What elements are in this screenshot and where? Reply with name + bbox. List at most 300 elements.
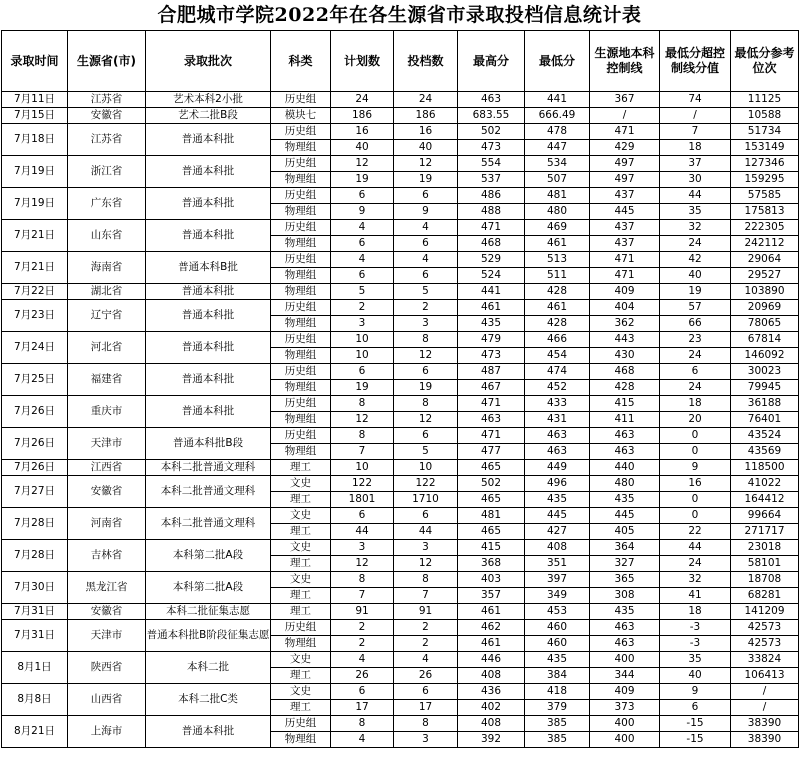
- min-score-cell: 461: [525, 300, 590, 316]
- control-line-cell: 471: [590, 124, 660, 140]
- subject-cell: 文史: [271, 508, 331, 524]
- filed-count-cell: 2: [394, 620, 458, 636]
- rank-cell: 43569: [731, 444, 799, 460]
- min-score-cell: 478: [525, 124, 590, 140]
- control-line-cell: 411: [590, 412, 660, 428]
- min-score-cell: 379: [525, 700, 590, 716]
- max-score-cell: 554: [458, 156, 525, 172]
- filed-count-cell: 12: [394, 412, 458, 428]
- column-header: 最低分参考位次: [731, 31, 799, 92]
- rank-cell: 79945: [731, 380, 799, 396]
- over-line-cell: /: [660, 108, 731, 124]
- table-row: [2, 476, 799, 492]
- control-line-cell: 404: [590, 300, 660, 316]
- rank-cell: 127346: [731, 156, 799, 172]
- min-score-cell: 461: [525, 236, 590, 252]
- plan-count-cell: 8: [331, 572, 394, 588]
- over-line-cell: 22: [660, 524, 731, 540]
- plan-count-cell: 2: [331, 620, 394, 636]
- subject-cell: 物理组: [271, 284, 331, 300]
- control-line-cell: 435: [590, 492, 660, 508]
- min-score-cell: 511: [525, 268, 590, 284]
- min-score-cell: 385: [525, 732, 590, 748]
- plan-count-cell: 186: [331, 108, 394, 124]
- max-score-cell: 683.55: [458, 108, 525, 124]
- rank-cell: 58101: [731, 556, 799, 572]
- subject-cell: 理工: [271, 588, 331, 604]
- rank-cell: 42573: [731, 636, 799, 652]
- max-score-cell: 446: [458, 652, 525, 668]
- plan-count-cell: 1801: [331, 492, 394, 508]
- batch-cell: 本科二批C类: [146, 684, 271, 716]
- control-line-cell: 480: [590, 476, 660, 492]
- province-cell: 辽宁省: [68, 300, 146, 332]
- date-cell: 7月28日: [2, 508, 68, 540]
- over-line-cell: 6: [660, 700, 731, 716]
- batch-cell: 普通本科批: [146, 364, 271, 396]
- filed-count-cell: 16: [394, 124, 458, 140]
- plan-count-cell: 10: [331, 460, 394, 476]
- subject-cell: 历史组: [271, 188, 331, 204]
- min-score-cell: 431: [525, 412, 590, 428]
- date-cell: 7月19日: [2, 156, 68, 188]
- rank-cell: 76401: [731, 412, 799, 428]
- min-score-cell: 481: [525, 188, 590, 204]
- over-line-cell: 37: [660, 156, 731, 172]
- control-line-cell: 415: [590, 396, 660, 412]
- over-line-cell: 6: [660, 364, 731, 380]
- control-line-cell: 497: [590, 172, 660, 188]
- control-line-cell: 497: [590, 156, 660, 172]
- control-line-cell: 365: [590, 572, 660, 588]
- batch-cell: 普通本科批: [146, 220, 271, 252]
- control-line-cell: 400: [590, 732, 660, 748]
- max-score-cell: 524: [458, 268, 525, 284]
- rank-cell: 38390: [731, 732, 799, 748]
- filed-count-cell: 19: [394, 380, 458, 396]
- plan-count-cell: 19: [331, 172, 394, 188]
- province-cell: 江苏省: [68, 124, 146, 156]
- over-line-cell: 0: [660, 508, 731, 524]
- plan-count-cell: 6: [331, 236, 394, 252]
- plan-count-cell: 16: [331, 124, 394, 140]
- batch-cell: 本科第二批A段: [146, 572, 271, 604]
- over-line-cell: 35: [660, 204, 731, 220]
- subject-cell: 历史组: [271, 620, 331, 636]
- filed-count-cell: 4: [394, 252, 458, 268]
- control-line-cell: 468: [590, 364, 660, 380]
- subject-cell: 历史组: [271, 252, 331, 268]
- date-cell: 7月15日: [2, 108, 68, 124]
- table-body: [2, 92, 799, 748]
- table-row: [2, 108, 799, 124]
- filed-count-cell: 40: [394, 140, 458, 156]
- control-line-cell: 437: [590, 220, 660, 236]
- max-score-cell: 481: [458, 508, 525, 524]
- batch-cell: 普通本科B批: [146, 252, 271, 284]
- subject-cell: 理工: [271, 524, 331, 540]
- plan-count-cell: 12: [331, 156, 394, 172]
- subject-cell: 物理组: [271, 412, 331, 428]
- min-score-cell: 474: [525, 364, 590, 380]
- column-header: 生源地本科控制线: [590, 31, 660, 92]
- over-line-cell: 9: [660, 684, 731, 700]
- control-line-cell: 440: [590, 460, 660, 476]
- rank-cell: 103890: [731, 284, 799, 300]
- over-line-cell: 20: [660, 412, 731, 428]
- plan-count-cell: 7: [331, 444, 394, 460]
- over-line-cell: 19: [660, 284, 731, 300]
- batch-cell: 普通本科批: [146, 716, 271, 748]
- max-score-cell: 465: [458, 524, 525, 540]
- province-cell: 山西省: [68, 684, 146, 716]
- date-cell: 7月30日: [2, 572, 68, 604]
- subject-cell: 物理组: [271, 140, 331, 156]
- column-header: 最低分: [525, 31, 590, 92]
- plan-count-cell: 7: [331, 588, 394, 604]
- rank-cell: 164412: [731, 492, 799, 508]
- province-cell: 上海市: [68, 716, 146, 748]
- table-row: [2, 508, 799, 524]
- table-row: [2, 332, 799, 348]
- min-score-cell: 408: [525, 540, 590, 556]
- rank-cell: /: [731, 700, 799, 716]
- rank-cell: 271717: [731, 524, 799, 540]
- date-cell: 8月1日: [2, 652, 68, 684]
- date-cell: 7月24日: [2, 332, 68, 364]
- over-line-cell: 42: [660, 252, 731, 268]
- control-line-cell: 445: [590, 508, 660, 524]
- date-cell: 7月28日: [2, 540, 68, 572]
- filed-count-cell: 3: [394, 540, 458, 556]
- date-cell: 7月26日: [2, 428, 68, 460]
- filed-count-cell: 6: [394, 428, 458, 444]
- min-score-cell: 433: [525, 396, 590, 412]
- filed-count-cell: 12: [394, 556, 458, 572]
- min-score-cell: 496: [525, 476, 590, 492]
- max-score-cell: 463: [458, 92, 525, 108]
- max-score-cell: 502: [458, 124, 525, 140]
- max-score-cell: 408: [458, 716, 525, 732]
- subject-cell: 文史: [271, 476, 331, 492]
- plan-count-cell: 4: [331, 732, 394, 748]
- filed-count-cell: 91: [394, 604, 458, 620]
- province-cell: 湖北省: [68, 284, 146, 300]
- max-score-cell: 488: [458, 204, 525, 220]
- filed-count-cell: 2: [394, 300, 458, 316]
- batch-cell: 本科二批普通文理科: [146, 508, 271, 540]
- column-header: 最低分超控制线分值: [660, 31, 731, 92]
- min-score-cell: 427: [525, 524, 590, 540]
- filed-count-cell: 8: [394, 332, 458, 348]
- over-line-cell: 44: [660, 188, 731, 204]
- over-line-cell: 24: [660, 380, 731, 396]
- rank-cell: 118500: [731, 460, 799, 476]
- max-score-cell: 529: [458, 252, 525, 268]
- control-line-cell: 428: [590, 380, 660, 396]
- max-score-cell: 471: [458, 396, 525, 412]
- subject-cell: 物理组: [271, 172, 331, 188]
- subject-cell: 文史: [271, 540, 331, 556]
- min-score-cell: 435: [525, 492, 590, 508]
- batch-cell: 普通本科批: [146, 300, 271, 332]
- plan-count-cell: 6: [331, 684, 394, 700]
- filed-count-cell: 4: [394, 220, 458, 236]
- filed-count-cell: 9: [394, 204, 458, 220]
- date-cell: 7月11日: [2, 92, 68, 108]
- rank-cell: 11125: [731, 92, 799, 108]
- control-line-cell: /: [590, 108, 660, 124]
- over-line-cell: 24: [660, 236, 731, 252]
- min-score-cell: 469: [525, 220, 590, 236]
- filed-count-cell: 4: [394, 652, 458, 668]
- subject-cell: 模块七: [271, 108, 331, 124]
- rank-cell: 38390: [731, 716, 799, 732]
- over-line-cell: 66: [660, 316, 731, 332]
- table-row: [2, 364, 799, 380]
- plan-count-cell: 6: [331, 364, 394, 380]
- control-line-cell: 471: [590, 252, 660, 268]
- batch-cell: 艺术本科2小批: [146, 92, 271, 108]
- control-line-cell: 409: [590, 284, 660, 300]
- filed-count-cell: 186: [394, 108, 458, 124]
- date-cell: 8月8日: [2, 684, 68, 716]
- rank-cell: 222305: [731, 220, 799, 236]
- filed-count-cell: 6: [394, 684, 458, 700]
- min-score-cell: 463: [525, 428, 590, 444]
- control-line-cell: 367: [590, 92, 660, 108]
- date-cell: 7月19日: [2, 188, 68, 220]
- plan-count-cell: 122: [331, 476, 394, 492]
- max-score-cell: 537: [458, 172, 525, 188]
- over-line-cell: 18: [660, 140, 731, 156]
- subject-cell: 历史组: [271, 220, 331, 236]
- plan-count-cell: 8: [331, 396, 394, 412]
- table-row: [2, 188, 799, 204]
- rank-cell: 68281: [731, 588, 799, 604]
- plan-count-cell: 26: [331, 668, 394, 684]
- plan-count-cell: 40: [331, 140, 394, 156]
- min-score-cell: 466: [525, 332, 590, 348]
- min-score-cell: 452: [525, 380, 590, 396]
- over-line-cell: 18: [660, 396, 731, 412]
- over-line-cell: 0: [660, 492, 731, 508]
- filed-count-cell: 6: [394, 508, 458, 524]
- plan-count-cell: 12: [331, 412, 394, 428]
- min-score-cell: 666.49: [525, 108, 590, 124]
- min-score-cell: 384: [525, 668, 590, 684]
- table-row: [2, 284, 799, 300]
- over-line-cell: 9: [660, 460, 731, 476]
- over-line-cell: -3: [660, 620, 731, 636]
- over-line-cell: 24: [660, 556, 731, 572]
- filed-count-cell: 26: [394, 668, 458, 684]
- province-cell: 黑龙江省: [68, 572, 146, 604]
- filed-count-cell: 3: [394, 316, 458, 332]
- max-score-cell: 392: [458, 732, 525, 748]
- max-score-cell: 473: [458, 348, 525, 364]
- max-score-cell: 465: [458, 460, 525, 476]
- max-score-cell: 479: [458, 332, 525, 348]
- over-line-cell: 40: [660, 668, 731, 684]
- min-score-cell: 441: [525, 92, 590, 108]
- column-header: 科类: [271, 31, 331, 92]
- over-line-cell: 24: [660, 348, 731, 364]
- province-cell: 山东省: [68, 220, 146, 252]
- plan-count-cell: 4: [331, 220, 394, 236]
- max-score-cell: 486: [458, 188, 525, 204]
- plan-count-cell: 6: [331, 188, 394, 204]
- filed-count-cell: 5: [394, 284, 458, 300]
- date-cell: 7月31日: [2, 604, 68, 620]
- subject-cell: 历史组: [271, 396, 331, 412]
- province-cell: 广东省: [68, 188, 146, 220]
- province-cell: 安徽省: [68, 604, 146, 620]
- province-cell: 天津市: [68, 428, 146, 460]
- over-line-cell: 7: [660, 124, 731, 140]
- rank-cell: 41022: [731, 476, 799, 492]
- control-line-cell: 327: [590, 556, 660, 572]
- max-score-cell: 368: [458, 556, 525, 572]
- rank-cell: 175813: [731, 204, 799, 220]
- over-line-cell: -3: [660, 636, 731, 652]
- date-cell: 8月21日: [2, 716, 68, 748]
- plan-count-cell: 6: [331, 268, 394, 284]
- subject-cell: 历史组: [271, 156, 331, 172]
- max-score-cell: 461: [458, 604, 525, 620]
- plan-count-cell: 9: [331, 204, 394, 220]
- subject-cell: 理工: [271, 604, 331, 620]
- subject-cell: 文史: [271, 652, 331, 668]
- province-cell: 江苏省: [68, 92, 146, 108]
- province-cell: 重庆市: [68, 396, 146, 428]
- control-line-cell: 409: [590, 684, 660, 700]
- control-line-cell: 429: [590, 140, 660, 156]
- plan-count-cell: 10: [331, 348, 394, 364]
- over-line-cell: 74: [660, 92, 731, 108]
- rank-cell: 36188: [731, 396, 799, 412]
- date-cell: 7月22日: [2, 284, 68, 300]
- over-line-cell: 44: [660, 540, 731, 556]
- over-line-cell: 40: [660, 268, 731, 284]
- filed-count-cell: 2: [394, 636, 458, 652]
- column-header: 录取时间: [2, 31, 68, 92]
- plan-count-cell: 17: [331, 700, 394, 716]
- batch-cell: 本科第二批A段: [146, 540, 271, 572]
- max-score-cell: 471: [458, 220, 525, 236]
- table-row: [2, 540, 799, 556]
- min-score-cell: 447: [525, 140, 590, 156]
- filed-count-cell: 10: [394, 460, 458, 476]
- column-header: 最高分: [458, 31, 525, 92]
- subject-cell: 文史: [271, 572, 331, 588]
- subject-cell: 历史组: [271, 300, 331, 316]
- filed-count-cell: 12: [394, 348, 458, 364]
- control-line-cell: 463: [590, 620, 660, 636]
- column-header: 录取批次: [146, 31, 271, 92]
- batch-cell: 本科二批征集志愿: [146, 604, 271, 620]
- min-score-cell: 351: [525, 556, 590, 572]
- max-score-cell: 477: [458, 444, 525, 460]
- date-cell: 7月26日: [2, 460, 68, 476]
- control-line-cell: 364: [590, 540, 660, 556]
- province-cell: 安徽省: [68, 108, 146, 124]
- rank-cell: 33824: [731, 652, 799, 668]
- min-score-cell: 453: [525, 604, 590, 620]
- table-row: [2, 716, 799, 732]
- min-score-cell: 397: [525, 572, 590, 588]
- over-line-cell: 57: [660, 300, 731, 316]
- rank-cell: 43524: [731, 428, 799, 444]
- max-score-cell: 468: [458, 236, 525, 252]
- date-cell: 7月27日: [2, 476, 68, 508]
- over-line-cell: 0: [660, 444, 731, 460]
- table-row: [2, 572, 799, 588]
- min-score-cell: 385: [525, 716, 590, 732]
- subject-cell: 理工: [271, 556, 331, 572]
- subject-cell: 物理组: [271, 636, 331, 652]
- max-score-cell: 502: [458, 476, 525, 492]
- max-score-cell: 461: [458, 300, 525, 316]
- rank-cell: 29527: [731, 268, 799, 284]
- control-line-cell: 445: [590, 204, 660, 220]
- subject-cell: 物理组: [271, 268, 331, 284]
- min-score-cell: 463: [525, 444, 590, 460]
- batch-cell: 普通本科批: [146, 332, 271, 364]
- batch-cell: 普通本科批B阶段征集志愿: [146, 620, 271, 652]
- min-score-cell: 454: [525, 348, 590, 364]
- subject-cell: 物理组: [271, 732, 331, 748]
- province-cell: 浙江省: [68, 156, 146, 188]
- min-score-cell: 513: [525, 252, 590, 268]
- over-line-cell: 0: [660, 428, 731, 444]
- province-cell: 江西省: [68, 460, 146, 476]
- rank-cell: 20969: [731, 300, 799, 316]
- over-line-cell: 30: [660, 172, 731, 188]
- batch-cell: 艺术二批B段: [146, 108, 271, 124]
- rank-cell: 30023: [731, 364, 799, 380]
- filed-count-cell: 1710: [394, 492, 458, 508]
- subject-cell: 历史组: [271, 716, 331, 732]
- table-row: [2, 300, 799, 316]
- min-score-cell: 435: [525, 652, 590, 668]
- filed-count-cell: 8: [394, 716, 458, 732]
- province-cell: 天津市: [68, 620, 146, 652]
- table-row: [2, 620, 799, 636]
- rank-cell: 146092: [731, 348, 799, 364]
- date-cell: 7月21日: [2, 252, 68, 284]
- rank-cell: 242112: [731, 236, 799, 252]
- subject-cell: 历史组: [271, 364, 331, 380]
- subject-cell: 物理组: [271, 444, 331, 460]
- table-row: [2, 92, 799, 108]
- plan-count-cell: 4: [331, 252, 394, 268]
- max-score-cell: 461: [458, 636, 525, 652]
- filed-count-cell: 17: [394, 700, 458, 716]
- control-line-cell: 443: [590, 332, 660, 348]
- batch-cell: 普通本科批: [146, 188, 271, 220]
- control-line-cell: 437: [590, 188, 660, 204]
- date-cell: 7月18日: [2, 124, 68, 156]
- table-row: [2, 124, 799, 140]
- date-cell: 7月26日: [2, 396, 68, 428]
- column-header: 生源省(市): [68, 31, 146, 92]
- min-score-cell: 449: [525, 460, 590, 476]
- table-row: [2, 604, 799, 620]
- batch-cell: 普通本科批: [146, 156, 271, 188]
- max-score-cell: 408: [458, 668, 525, 684]
- table-row: [2, 396, 799, 412]
